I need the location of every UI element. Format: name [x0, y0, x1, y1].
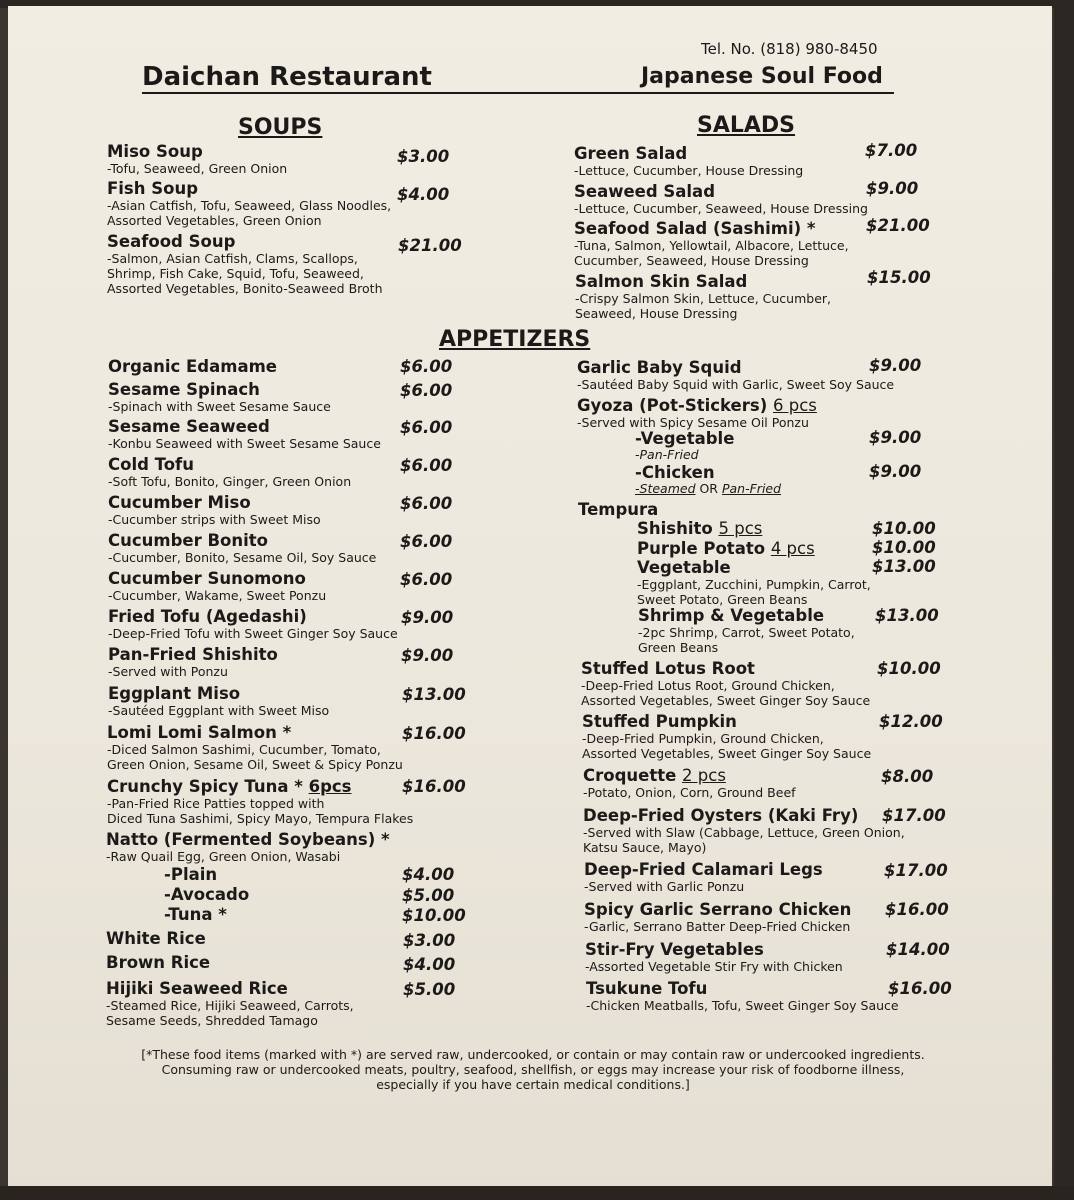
menu-item: [106, 953, 210, 972]
item-description: Sweet Potato, Green Beans: [637, 592, 808, 607]
item-description: -Salmon, Asian Catfish, Clams, Scallops,: [107, 251, 358, 266]
menu-item: [635, 463, 781, 496]
item-description: -Pan-Fried Rice Patties topped with: [107, 796, 325, 811]
menu-item: [108, 684, 329, 718]
item-name: Garlic Baby Squid: [577, 358, 742, 377]
item-name: Green Salad: [574, 144, 688, 163]
menu-item: [586, 979, 899, 1013]
item-name: Eggplant Miso: [108, 684, 241, 703]
item-name: Tsukune Tofu: [586, 979, 708, 998]
item-description: Green Beans: [638, 640, 719, 655]
item-price: $8.00: [881, 767, 934, 786]
menu-item: [107, 142, 287, 176]
restaurant-name: Daichan Restaurant: [142, 62, 432, 92]
item-description: -Garlic, Serrano Batter Deep-Fried Chicken: [584, 919, 851, 934]
item-name: Stuffed Pumpkin: [582, 712, 737, 731]
item-description: Cucumber, Seaweed, House Dressing: [574, 253, 809, 268]
item-name: Pan-Fried Shishito: [108, 645, 278, 664]
item-description: Assorted Vegetables, Sweet Ginger Soy Sauce: [581, 693, 871, 708]
menu-item: [574, 182, 868, 216]
item-price: $10.00: [872, 519, 936, 538]
item-price: $9.00: [869, 462, 922, 481]
item-description: -Cucumber, Bonito, Sesame Oil, Soy Sauce: [108, 550, 377, 565]
item-description: Diced Tuna Sashimi, Spicy Mayo, Tempura Flakes: [107, 811, 414, 826]
disclaimer-line: Consuming raw or undercooked meats, poultry, seafood, shellfish, or eggs may increase your risk of foodborne illness,: [161, 1062, 905, 1077]
item-name: Lomi Lomi Salmon *: [107, 723, 292, 742]
menu-item: [108, 357, 277, 376]
item-name: Fried Tofu (Agedashi): [108, 607, 307, 626]
menu-item: [106, 929, 206, 948]
item-price: $14.00: [886, 940, 950, 959]
item-name: Stuffed Lotus Root: [581, 659, 755, 678]
menu-item: [635, 429, 734, 462]
frame-bottom: [0, 1186, 1074, 1200]
menu-item: [574, 219, 849, 268]
menu-item: [164, 905, 227, 924]
item-name: Deep-Fried Calamari Legs: [584, 860, 823, 879]
disclaimer-line: especially if you have certain medical conditions.]: [376, 1077, 690, 1092]
item-name: Purple Potato 4 pcs: [637, 539, 815, 558]
item-price: $16.00: [402, 724, 466, 743]
item-description: -Potato, Onion, Corn, Ground Beef: [583, 785, 796, 800]
item-description: -Deep-Fried Tofu with Sweet Ginger Soy Sauce: [108, 626, 398, 641]
menu-item: [575, 272, 831, 321]
item-price: $17.00: [882, 806, 946, 825]
menu-item: [108, 493, 321, 527]
item-description: -Cucumber strips with Sweet Miso: [108, 512, 321, 527]
menu-item: [106, 979, 354, 1028]
item-price: $9.00: [401, 646, 454, 665]
menu-item: [107, 232, 383, 296]
item-description: Green Onion, Sesame Oil, Sweet & Spicy Ponzu: [107, 757, 403, 772]
header-rule: [142, 92, 894, 94]
item-name: -Chicken: [635, 463, 715, 482]
item-price: $6.00: [400, 494, 453, 513]
item-description: -Soft Tofu, Bonito, Ginger, Green Onion: [108, 474, 352, 489]
item-name: Brown Rice: [106, 953, 211, 972]
item-price: $4.00: [397, 185, 450, 204]
item-description: Sesame Seeds, Shredded Tamago: [106, 1013, 318, 1028]
item-price: $21.00: [866, 216, 930, 235]
item-description: -2pc Shrimp, Carrot, Sweet Potato,: [638, 625, 855, 640]
item-description: -Cucumber, Wakame, Sweet Ponzu: [108, 588, 327, 603]
item-price: $3.00: [403, 931, 456, 950]
item-name: -Tuna *: [164, 905, 227, 924]
item-name: Sesame Seaweed: [108, 417, 270, 436]
item-price: $15.00: [867, 268, 931, 287]
raw-food-disclaimer: [108, 1047, 958, 1092]
item-description: -Served with Spicy Sesame Oil Ponzu: [577, 415, 809, 430]
item-name: Croquette 2 pcs: [583, 766, 726, 785]
item-description: -Konbu Seaweed with Sweet Sesame Sauce: [108, 436, 381, 451]
item-name: -Plain: [164, 865, 218, 884]
menu-item: [583, 766, 796, 800]
item-price: $6.00: [400, 418, 453, 437]
item-description: -Asian Catfish, Tofu, Seaweed, Glass Noodles,: [107, 198, 392, 213]
item-name: Natto (Fermented Soybeans) *: [106, 830, 390, 849]
item-price: $16.00: [888, 979, 952, 998]
item-description: -Raw Quail Egg, Green Onion, Wasabi: [106, 849, 341, 864]
item-name: Vegetable: [637, 558, 731, 577]
item-price: $6.00: [400, 381, 453, 400]
item-description: Shrimp, Fish Cake, Squid, Tofu, Seaweed,: [107, 266, 364, 281]
menu-item: [638, 606, 855, 655]
soups-title: SOUPS: [238, 115, 323, 140]
item-description: Assorted Vegetables, Bonito-Seaweed Broth: [107, 281, 383, 296]
item-description: -Crispy Salmon Skin, Lettuce, Cucumber,: [575, 291, 831, 306]
menu-item: [164, 885, 249, 904]
item-description: -Spinach with Sweet Sesame Sauce: [108, 399, 331, 414]
item-price: $4.00: [402, 865, 455, 884]
item-description: Assorted Vegetables, Green Onion: [107, 213, 322, 228]
frame-right-edge: [1054, 0, 1074, 1200]
item-price: $3.00: [397, 147, 450, 166]
item-name: -Vegetable: [635, 429, 735, 448]
item-description: Assorted Vegetables, Sweet Ginger Soy Sauce: [582, 746, 872, 761]
item-name: Hijiki Seaweed Rice: [106, 979, 288, 998]
item-name: Organic Edamame: [108, 357, 277, 376]
phone-number: Tel. No. (818) 980-8450: [701, 40, 878, 58]
item-name: Cucumber Miso: [108, 493, 251, 512]
menu-item: [107, 723, 403, 772]
item-name: Sesame Spinach: [108, 380, 260, 399]
menu-item: [108, 645, 278, 679]
salads-title: SALADS: [697, 113, 796, 138]
menu-item: [108, 455, 351, 489]
item-quantity: 4 pcs: [770, 539, 815, 558]
item-name: Shrimp & Vegetable: [638, 606, 825, 625]
item-name: Spicy Garlic Serrano Chicken: [584, 900, 852, 919]
item-name: Stir-Fry Vegetables: [585, 940, 764, 959]
item-quantity: 2 pcs: [682, 766, 726, 785]
menu-item: [106, 830, 390, 864]
menu-item: [574, 144, 803, 178]
menu-item: [637, 519, 762, 538]
item-description: -Eggplant, Zucchini, Pumpkin, Carrot,: [637, 577, 871, 592]
menu-item: [584, 900, 851, 934]
item-name: Miso Soup: [107, 142, 203, 161]
menu-item: [577, 358, 894, 392]
menu-item: [577, 396, 817, 430]
menu-item: [585, 940, 843, 974]
item-name: Salmon Skin Salad: [575, 272, 748, 291]
item-quantity: 6pcs: [308, 777, 352, 796]
item-price: $10.00: [877, 659, 941, 678]
item-description: -Diced Salmon Sashimi, Cucumber, Tomato,: [107, 742, 381, 757]
item-description: -Steamed Rice, Hijiki Seaweed, Carrots,: [106, 998, 354, 1013]
item-description: -Tofu, Seaweed, Green Onion: [107, 161, 288, 176]
item-name: Seafood Salad (Sashimi) *: [574, 219, 816, 238]
item-description: -Chicken Meatballs, Tofu, Sweet Ginger Soy Sauce: [586, 998, 899, 1013]
item-name: Crunchy Spicy Tuna * 6pcs: [107, 777, 352, 796]
menu-item: [583, 806, 905, 855]
item-description: Seaweed, House Dressing: [575, 306, 738, 321]
item-price: $4.00: [403, 955, 456, 974]
item-description: Katsu Sauce, Mayo): [583, 840, 707, 855]
item-name: Seafood Soup: [107, 232, 236, 251]
item-description: -Lettuce, Cucumber, Seaweed, House Dressing: [574, 201, 868, 216]
menu-item: [108, 380, 331, 414]
menu-item: [108, 531, 376, 565]
menu-item: [637, 558, 871, 607]
item-description: -Served with Ponzu: [108, 664, 228, 679]
item-price: $16.00: [885, 900, 949, 919]
menu-item: [108, 607, 398, 641]
item-quantity: 5 pcs: [718, 519, 763, 538]
item-quantity: 6 pcs: [773, 396, 817, 415]
item-description: -Lettuce, Cucumber, House Dressing: [574, 163, 804, 178]
item-description: -Deep-Fried Pumpkin, Ground Chicken,: [582, 731, 824, 746]
item-name: Cold Tofu: [108, 455, 194, 474]
item-price: $6.00: [400, 570, 453, 589]
item-price: $16.00: [402, 777, 466, 796]
item-description: -Assorted Vegetable Stir Fry with Chicken: [585, 959, 843, 974]
menu-item: [581, 659, 870, 708]
disclaimer-line: [*These food items (marked with *) are served raw, undercooked, or contain or may contain raw or undercooked ingredients.: [141, 1047, 925, 1062]
item-name: Deep-Fried Oysters (Kaki Fry): [583, 806, 859, 825]
item-preparation: -Steamed OR Pan-Fried: [635, 481, 782, 496]
tagline: Japanese Soul Food: [641, 64, 883, 89]
menu-item: [584, 860, 823, 894]
item-price: $10.00: [872, 538, 936, 557]
item-name: Seaweed Salad: [574, 182, 716, 201]
item-description: -Sautéed Eggplant with Sweet Miso: [108, 703, 330, 718]
item-description: -Deep-Fried Lotus Root, Ground Chicken,: [581, 678, 835, 693]
item-price: $13.00: [872, 557, 936, 576]
item-name: Cucumber Bonito: [108, 531, 268, 550]
item-description: -Tuna, Salmon, Yellowtail, Albacore, Lettuce,: [574, 238, 849, 253]
menu-item: [582, 712, 871, 761]
menu-item: [164, 865, 217, 884]
item-price: $9.00: [866, 179, 919, 198]
menu-item: [108, 417, 381, 451]
item-name: Fish Soup: [107, 179, 199, 198]
item-name: Tempura: [578, 500, 659, 519]
menu-item: [107, 777, 413, 826]
item-price: $6.00: [400, 357, 453, 376]
item-name: Gyoza (Pot-Stickers) 6 pcs: [577, 396, 817, 415]
menu-item: [637, 539, 815, 558]
item-name: Cucumber Sunomono: [108, 569, 306, 588]
menu-item: [578, 500, 658, 519]
item-price: $9.00: [869, 428, 922, 447]
item-name: -Avocado: [164, 885, 250, 904]
menu-item: [107, 179, 391, 228]
item-price: $21.00: [398, 236, 462, 255]
item-description: -Served with Slaw (Cabbage, Lettuce, Green Onion,: [583, 825, 905, 840]
item-description: -Served with Garlic Ponzu: [584, 879, 745, 894]
item-price: $5.00: [403, 980, 456, 999]
item-price: $12.00: [879, 712, 943, 731]
item-name: White Rice: [106, 929, 206, 948]
menu-item: [108, 569, 326, 603]
item-price: $10.00: [402, 906, 466, 925]
item-price: $13.00: [875, 606, 939, 625]
item-price: $5.00: [402, 886, 455, 905]
item-price: $6.00: [400, 532, 453, 551]
item-price: $13.00: [402, 685, 466, 704]
item-price: $6.00: [400, 456, 453, 475]
item-price: $7.00: [865, 141, 918, 160]
item-description: -Sautéed Baby Squid with Garlic, Sweet Soy Sauce: [577, 377, 895, 392]
item-price: $9.00: [869, 356, 922, 375]
item-price: $9.00: [401, 608, 454, 627]
item-name: Shishito 5 pcs: [637, 519, 763, 538]
item-preparation: -Pan-Fried: [635, 447, 699, 462]
appetizers-title: APPETIZERS: [439, 327, 591, 352]
item-price: $17.00: [884, 861, 948, 880]
